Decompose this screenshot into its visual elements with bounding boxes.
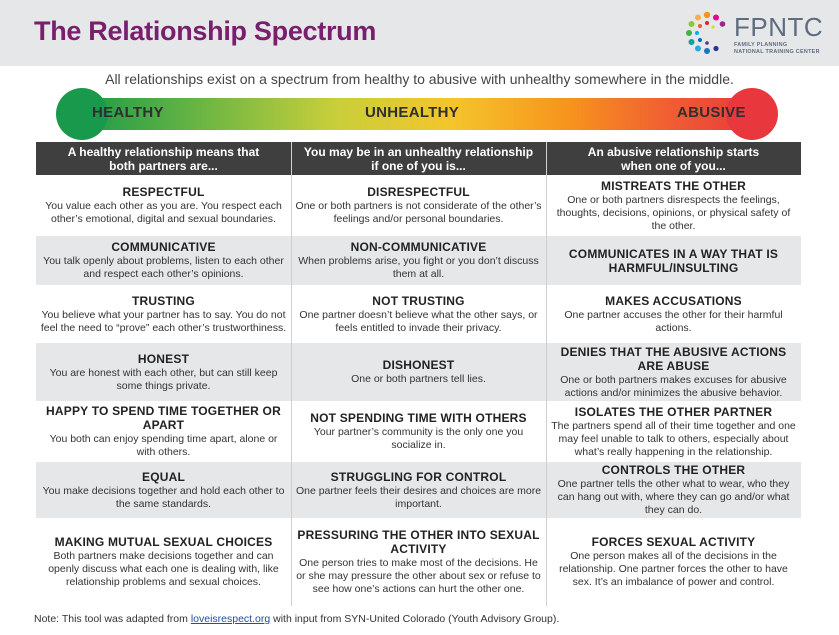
cell-description: One partner tells the other what to wear, who they can hang out with, where they can go and/or what they can do.	[557, 478, 790, 516]
cell-title: FORCES SEXUAL ACTIVITY	[591, 535, 756, 549]
footnote-prefix: Note: This tool was adapted from	[34, 613, 191, 625]
table-cell-unhealthy	[291, 401, 546, 462]
cell-title: ISOLATES THE OTHER PARTNER	[574, 404, 773, 419]
table-cell-abusive	[546, 343, 801, 401]
cell-title: DISRESPECTFUL	[367, 185, 470, 199]
column-header-line2: both partners are...	[109, 159, 218, 173]
table-cell-healthy	[36, 401, 291, 462]
cell-description: Your partner’s community is the only one you socialize in.	[313, 426, 524, 451]
cell-title: NOT TRUSTING	[372, 293, 465, 308]
footnote-link[interactable]: loveisrespect.org	[190, 613, 271, 625]
cell-description: The partners spend all of their time together and one may feel unable to talk to others, especially about what’s really happening in the relationship.	[551, 419, 796, 458]
cell-title: TRUSTING	[132, 293, 195, 308]
intro-text: All relationships exist on a spectrum from healthy to abusive with unhealthy somewhere in the middle.	[105, 71, 734, 87]
cell-description: One or both partners disrespects the feelings, thoughts, decisions, opinions, or physical safety of the other.	[556, 193, 791, 232]
column-header-line1: A healthy relationship means that	[67, 145, 260, 159]
cell-description: You talk openly about problems, listen to each other and respect each other’s opinions.	[43, 255, 284, 280]
table-cell-healthy	[36, 175, 291, 236]
cell-description: One or both partners tell lies.	[351, 373, 486, 385]
table-cell-unhealthy	[291, 175, 546, 236]
cell-title: CONTROLS THE OTHER	[601, 463, 746, 477]
column-header-line1: You may be in an unhealthy relationship	[303, 145, 534, 159]
table-cell-abusive	[546, 236, 801, 285]
table-cell-healthy	[36, 462, 291, 518]
table-cell-abusive	[546, 518, 801, 606]
relationship-table	[36, 142, 801, 606]
logo-dots-icon	[684, 10, 730, 56]
column-header-line1: An abusive relationship starts	[587, 145, 760, 159]
footnote	[34, 613, 559, 625]
table-cell-healthy	[36, 285, 291, 343]
table-cell-abusive	[546, 175, 801, 236]
cell-title: PRESSURING THE OTHER INTO SEXUAL ACTIVITY	[297, 528, 540, 556]
cell-description: One or both partners makes excuses for abusive actions and/or minimizes the abusive behavior.	[560, 373, 787, 399]
spectrum-label-healthy: HEALTHY	[92, 104, 164, 121]
page-title: The Relationship Spectrum	[34, 16, 377, 46]
column-header-abusive	[546, 142, 801, 175]
cell-title: MISTREATS THE OTHER	[601, 178, 746, 193]
cell-description: One partner accuses the other for their harmful actions.	[564, 308, 783, 334]
cell-description: You both can enjoy spending time apart, alone or with others.	[49, 433, 278, 458]
column-header-line2: if one of you is...	[371, 159, 466, 173]
column-header-line2: when one of you...	[621, 159, 726, 173]
column-header-unhealthy	[291, 142, 546, 175]
cell-description: One partner doesn’t believe what the other says, or feels entitled to invade their privacy.	[299, 308, 538, 334]
cell-description: When problems arise, you fight or you don’t discuss them at all.	[298, 255, 539, 280]
cell-description: One person makes all of the decisions in the relationship. One partner forces the other to have sex. It’s an imbalance of power and control.	[559, 550, 788, 588]
table-cell-abusive	[546, 401, 801, 462]
column-divider	[291, 142, 292, 606]
cell-title: MAKING MUTUAL SEXUAL CHOICES	[54, 535, 273, 549]
cell-title: DENIES THAT THE ABUSIVE ACTIONS ARE ABUSE	[560, 344, 787, 373]
cell-title: COMMUNICATES IN A WAY THAT IS HARMFUL/INSULTING	[568, 246, 779, 275]
column-divider	[546, 142, 547, 606]
footnote-suffix: with input from SYN-United Colorado (Youth Advisory Group).	[270, 613, 560, 625]
table-cell-abusive	[546, 462, 801, 518]
logo-name: FPNTC	[734, 12, 824, 42]
fpntc-logo	[684, 10, 834, 58]
logo-line1: FAMILY PLANNING	[734, 42, 788, 48]
cell-title: DISHONEST	[382, 358, 455, 372]
cell-title: RESPECTFUL	[122, 185, 205, 199]
cell-title: STRUGGLING FOR CONTROL	[330, 469, 507, 484]
logo-line2: NATIONAL TRAINING CENTER	[734, 49, 820, 55]
table-cell-unhealthy	[291, 462, 546, 518]
column-header-healthy	[36, 142, 291, 175]
cell-title: MAKES ACCUSATIONS	[605, 293, 742, 308]
table-cell-abusive	[546, 285, 801, 343]
spectrum-label-unhealthy: UNHEALTHY	[365, 104, 460, 121]
table-cell-healthy	[36, 236, 291, 285]
table-cell-healthy	[36, 343, 291, 401]
cell-description: One or both partners is not considerate of the other’s feelings and/or personal boundaries.	[295, 200, 542, 225]
cell-title: EQUAL	[142, 469, 185, 484]
cell-description: You believe what your partner has to say. You do not feel the need to “prove” each other’s trustworthiness.	[40, 308, 287, 334]
table-cell-healthy	[36, 518, 291, 606]
spectrum-label-abusive: ABUSIVE	[677, 104, 746, 121]
cell-title: NON-COMMUNICATIVE	[350, 240, 487, 254]
cell-description: One partner feels their desires and choices are more important.	[295, 484, 542, 510]
cell-description: Both partners make decisions together and can openly discuss what each one is dealing with, like relationship problems and sexual choices.	[48, 550, 279, 588]
header-bar	[0, 0, 839, 66]
cell-title: HONEST	[137, 351, 190, 366]
cell-description: You value each other as you are. You respect each other’s emotional, digital and sexual boundaries.	[45, 200, 282, 225]
cell-description: You make decisions together and hold each other to the same standards.	[42, 484, 285, 510]
table-cell-unhealthy	[291, 343, 546, 401]
cell-title: COMMUNICATIVE	[111, 240, 216, 254]
cell-title: HAPPY TO SPEND TIME TOGETHER OR APART	[46, 404, 281, 432]
cell-description: One person tries to make most of the decisions. He or she may pressure the other about sex or refuse to see how one’s actions can hurt the other one.	[296, 557, 541, 595]
cell-title: NOT SPENDING TIME WITH OTHERS	[310, 411, 527, 425]
table-cell-unhealthy	[291, 285, 546, 343]
cell-description: You are honest with each other, but can still keep some things private.	[49, 366, 278, 392]
spectrum-bar	[56, 88, 778, 140]
table-cell-unhealthy	[291, 518, 546, 606]
table-cell-unhealthy	[291, 236, 546, 285]
